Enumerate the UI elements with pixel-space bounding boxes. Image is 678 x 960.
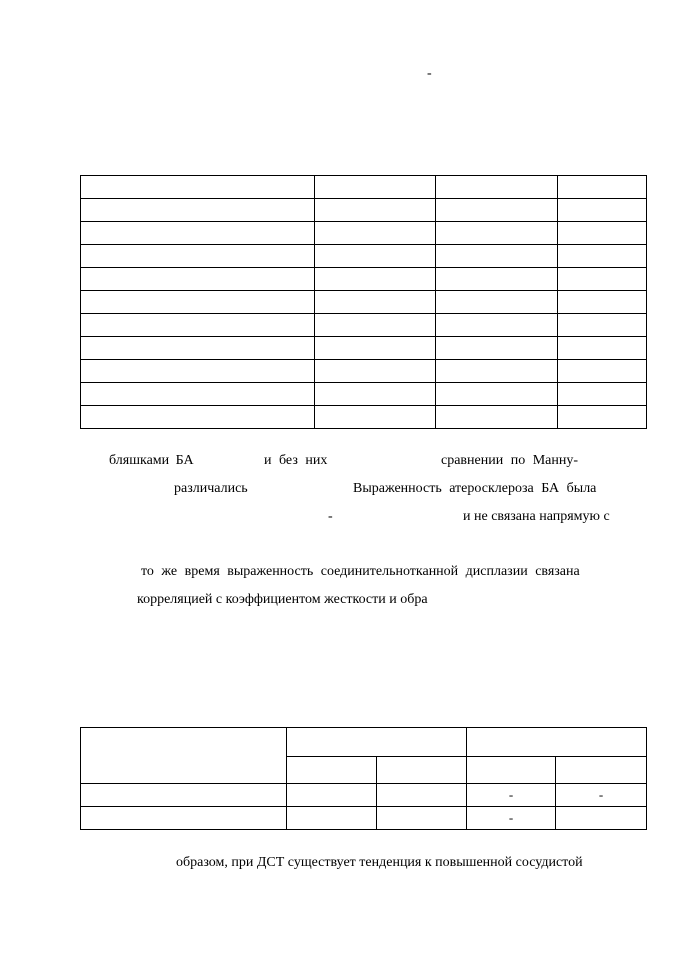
paragraph-2-line-2: корреляцией с коэффициентом жесткости и обра [137,592,428,607]
table-cell [558,360,647,383]
paragraph-1-line-3b: и не связана напрямую с [463,509,610,524]
paragraph-1-line-2b: Выраженность атеросклероза БА была [353,481,597,496]
table-cell [81,245,315,268]
table-cell [558,406,647,429]
table-cell [81,199,315,222]
table-cell [436,314,558,337]
table-header-cell [377,757,467,784]
table-row [81,337,647,360]
table-row [81,176,647,199]
table-cell [287,784,377,807]
table-cell [558,337,647,360]
table-row [81,314,647,337]
table-cell [81,406,315,429]
table-cell [315,406,436,429]
table-cell [315,176,436,199]
table-row [81,383,647,406]
header-dash: - [427,66,432,81]
table-cell [558,314,647,337]
table-cell [558,245,647,268]
table-cell [436,406,558,429]
table-cell [436,245,558,268]
paragraph-1-line-1b: и без них [264,453,328,468]
table-cell [436,360,558,383]
table-cell [315,199,436,222]
table-row [81,245,647,268]
table-header-row [81,728,647,757]
table-header-cell [287,757,377,784]
table-cell [558,383,647,406]
table-cell [436,199,558,222]
table-row [81,199,647,222]
table-cell [558,222,647,245]
table-row [81,222,647,245]
table-cell [81,176,315,199]
table-header-cell [467,757,556,784]
paragraph-1-line-1c: сравнении по Манну- [441,453,579,468]
table-cell [81,337,315,360]
table-cell [315,245,436,268]
table-cell [287,807,377,830]
table-cell [81,807,287,830]
table-cell [558,176,647,199]
table-header-cell [81,728,287,784]
paragraph-1-line-1a: бляшками БА [109,453,194,468]
table-cell: - [467,807,556,830]
table-cell [436,268,558,291]
table-cell [558,199,647,222]
table-row [81,268,647,291]
table-cell [81,383,315,406]
table-row [81,291,647,314]
table-cell [81,360,315,383]
table-2 [80,727,647,830]
table-header-cell [287,728,467,757]
table-header-cell [556,757,647,784]
table-cell [315,291,436,314]
table-1-body [81,176,647,429]
table-cell [377,807,467,830]
table-cell [436,176,558,199]
table-cell [315,337,436,360]
table-cell [436,222,558,245]
paragraph-1-line-2a: различались [174,481,248,496]
table-cell [377,784,467,807]
table-cell [556,807,647,830]
table-cell [315,383,436,406]
table-cell [558,268,647,291]
paragraph-2-line-1: то же время выраженность соединительнотканной дисплазии связана [141,564,580,579]
table-cell [315,268,436,291]
table-cell [558,291,647,314]
table-2-body [81,728,647,830]
table-cell [81,784,287,807]
table-header-cell [467,728,647,757]
table-cell [81,291,315,314]
table-cell [436,383,558,406]
table-row [81,406,647,429]
table-cell [315,314,436,337]
table-1 [80,175,647,429]
table-cell [315,222,436,245]
table-cell [315,360,436,383]
table-cell: - [467,784,556,807]
table-cell [81,222,315,245]
paragraph-3-line-1: образом, при ДСТ существует тенденция к повышенной сосудистой [176,855,583,870]
table-cell: - [556,784,647,807]
paragraph-1-line-3a: - [328,509,333,524]
table-cell [436,337,558,360]
table-row [81,807,647,830]
table-cell [436,291,558,314]
table-row [81,784,647,807]
table-row [81,360,647,383]
table-cell [81,268,315,291]
table-cell [81,314,315,337]
